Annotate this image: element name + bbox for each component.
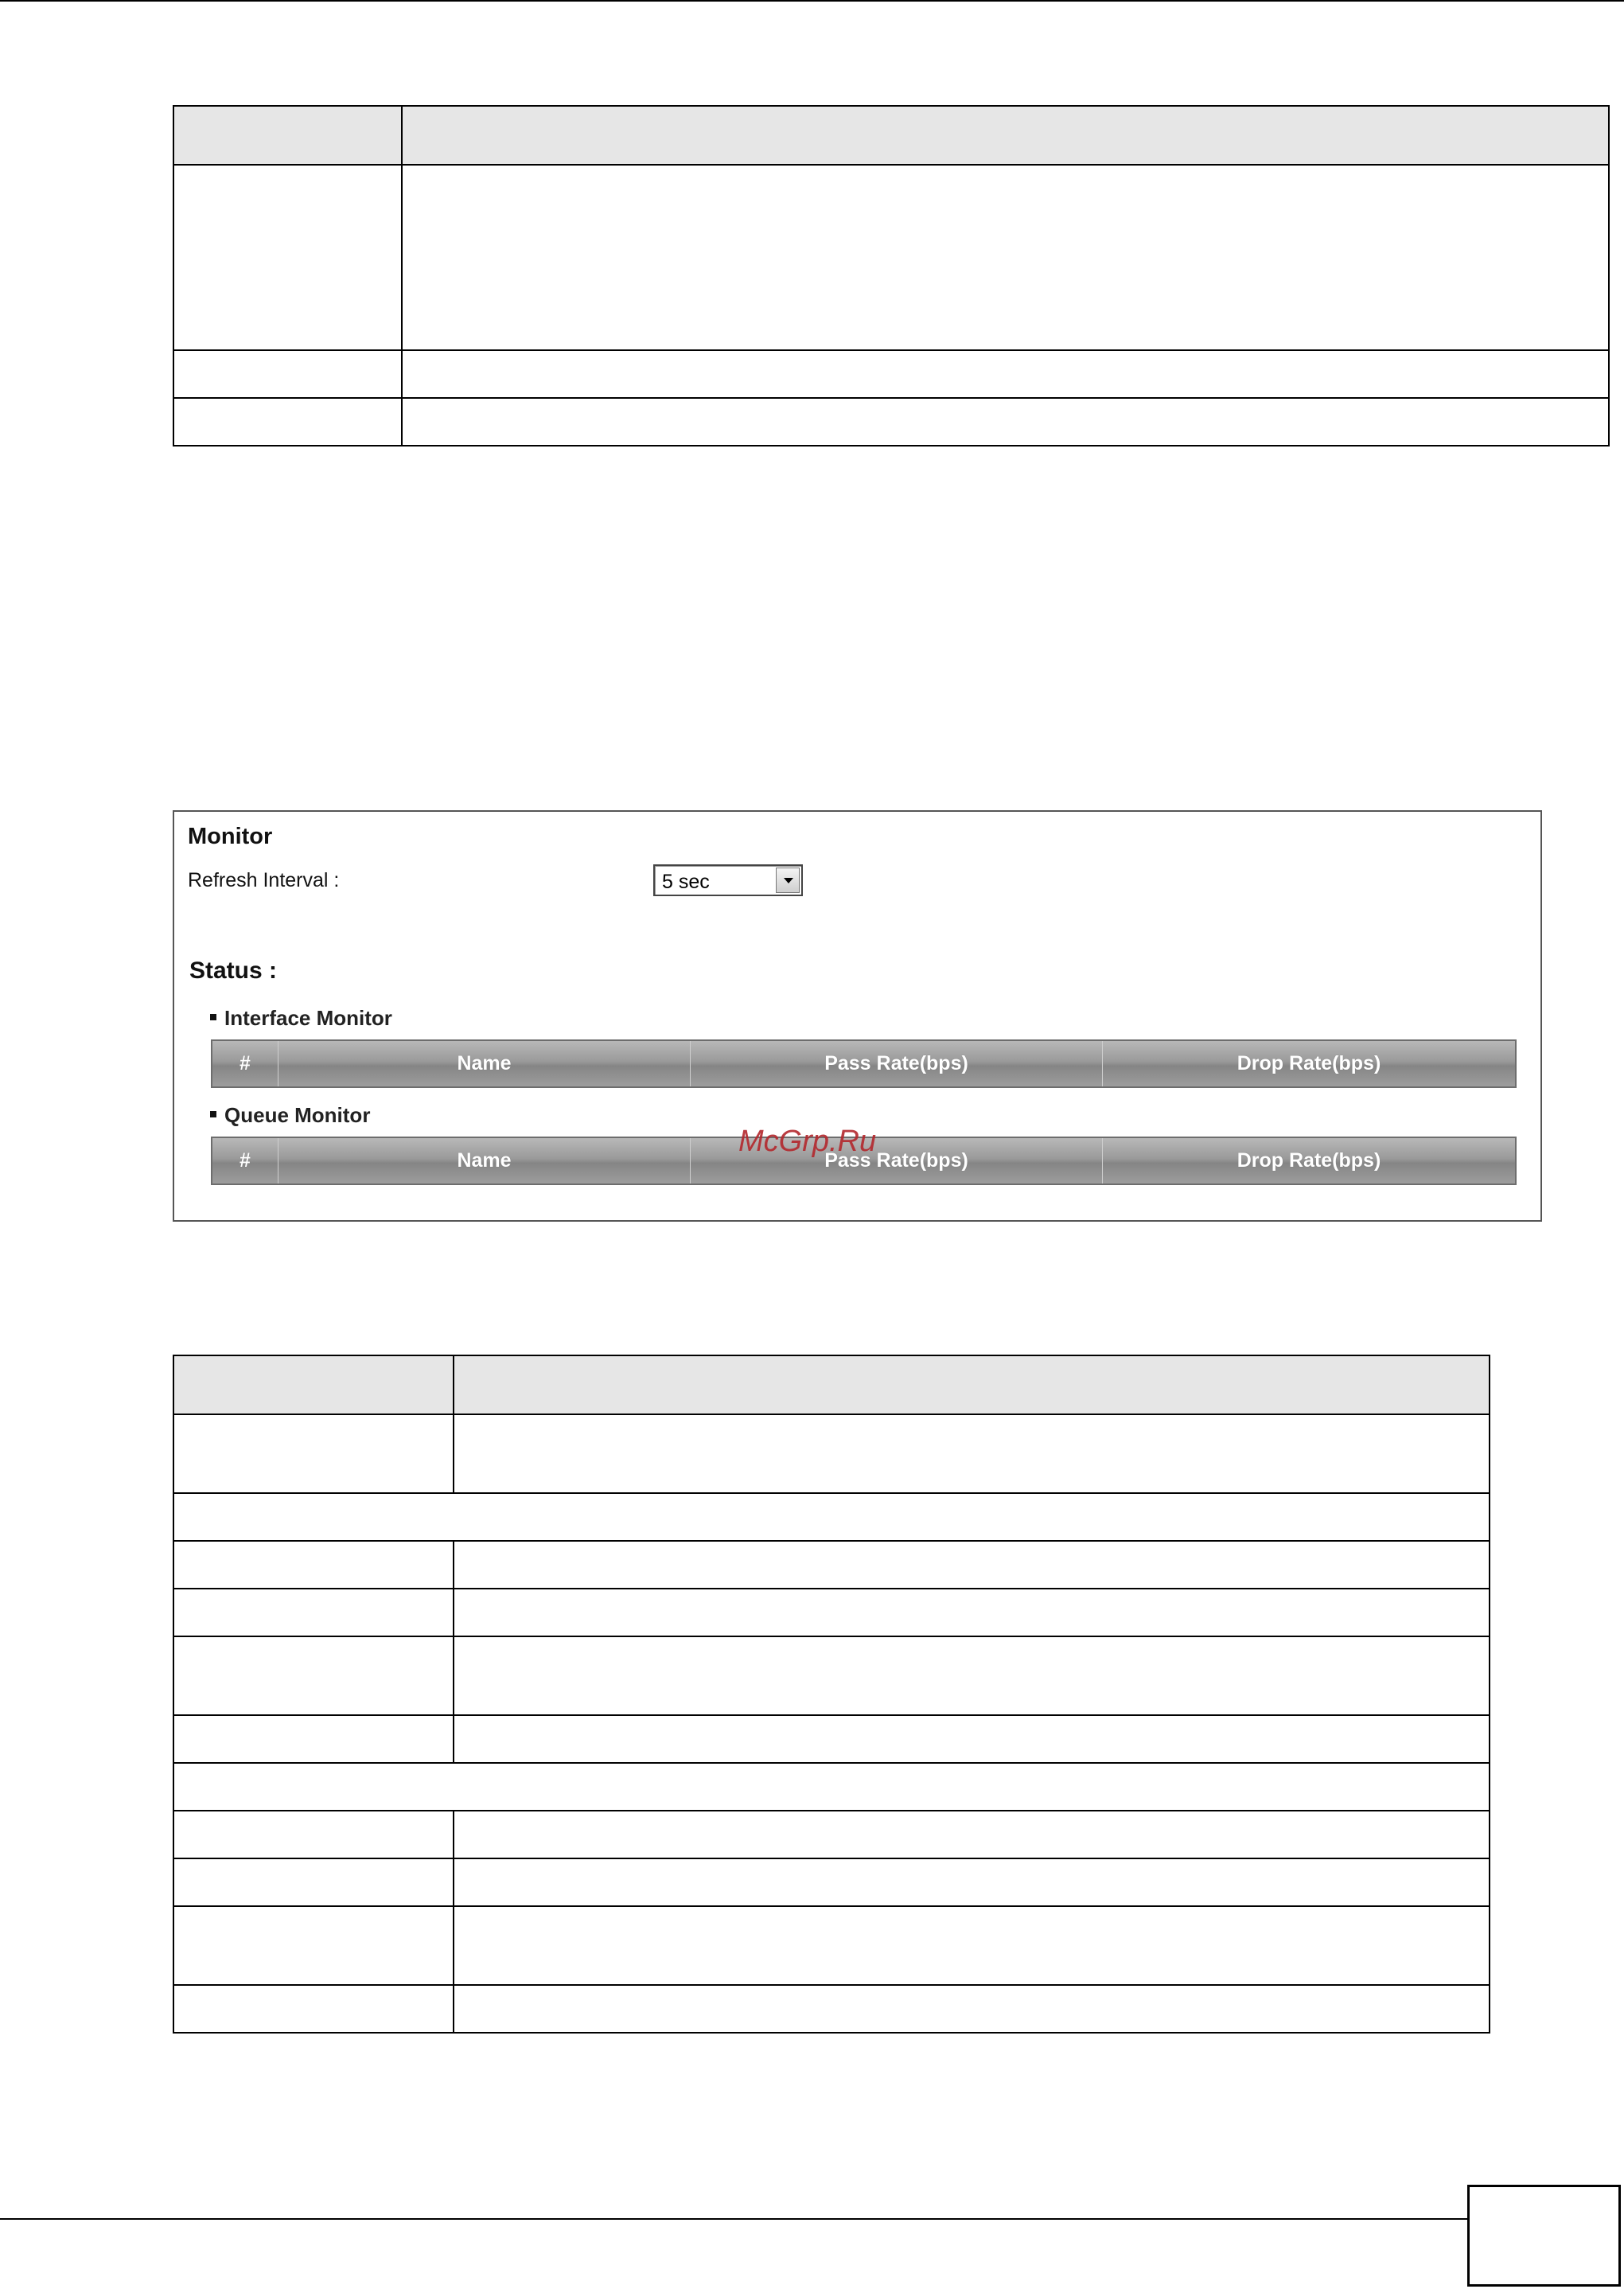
column-header-pass-rate[interactable]: Pass Rate(bps) — [691, 1138, 1103, 1183]
description-table-2 — [173, 1355, 1490, 2034]
table-row — [173, 1811, 1490, 1858]
column-header-name[interactable]: Name — [278, 1041, 691, 1086]
footer-rule — [0, 2218, 1467, 2220]
column-header-name[interactable]: Name — [278, 1138, 691, 1183]
bullet-icon — [210, 1014, 216, 1020]
top-rule — [0, 0, 1624, 2]
table-row — [173, 1541, 1490, 1589]
table-section-row — [173, 1763, 1490, 1811]
table-row — [173, 1636, 1490, 1715]
column-header-pass-rate[interactable]: Pass Rate(bps) — [691, 1041, 1103, 1086]
page-number-box — [1467, 2185, 1621, 2287]
table-section-row — [173, 1493, 1490, 1541]
table-header-row — [173, 1355, 1490, 1414]
table-row — [173, 398, 1609, 446]
refresh-interval-select[interactable] — [653, 864, 803, 896]
interface-monitor-title — [210, 1006, 392, 1031]
table-row — [173, 1985, 1490, 2033]
refresh-interval-label: Refresh Interval : — [188, 869, 340, 891]
column-header-number[interactable]: # — [212, 1138, 278, 1183]
status-title: Status : — [189, 957, 278, 984]
column-header-drop-rate[interactable]: Drop Rate(bps) — [1236, 1149, 1381, 1172]
table-row — [173, 1906, 1490, 1985]
table-row — [173, 1715, 1490, 1763]
table-row — [173, 1589, 1490, 1636]
chevron-down-icon — [784, 878, 793, 883]
queue-monitor-label: Queue Monitor — [224, 1103, 371, 1127]
queue-monitor-title — [210, 1103, 370, 1128]
dropdown-button[interactable] — [776, 868, 800, 893]
interface-monitor-table-header — [211, 1039, 1517, 1088]
column-header-drop-rate[interactable]: Drop Rate(bps) — [1236, 1052, 1381, 1074]
table-header-row — [173, 106, 1609, 165]
monitor-screen — [173, 810, 1542, 1222]
watermark: McGrp.Ru — [738, 1125, 877, 1158]
column-header-number[interactable]: # — [212, 1041, 278, 1086]
interface-monitor-label: Interface Monitor — [224, 1006, 392, 1030]
description-table-1 — [173, 105, 1610, 446]
monitor-title: Monitor — [188, 824, 273, 849]
table-row — [173, 1414, 1490, 1493]
table-row — [173, 350, 1609, 398]
refresh-interval-value: 5 sec — [662, 871, 710, 893]
table-row — [173, 165, 1609, 350]
bullet-icon — [210, 1111, 216, 1117]
table-row — [173, 1858, 1490, 1906]
